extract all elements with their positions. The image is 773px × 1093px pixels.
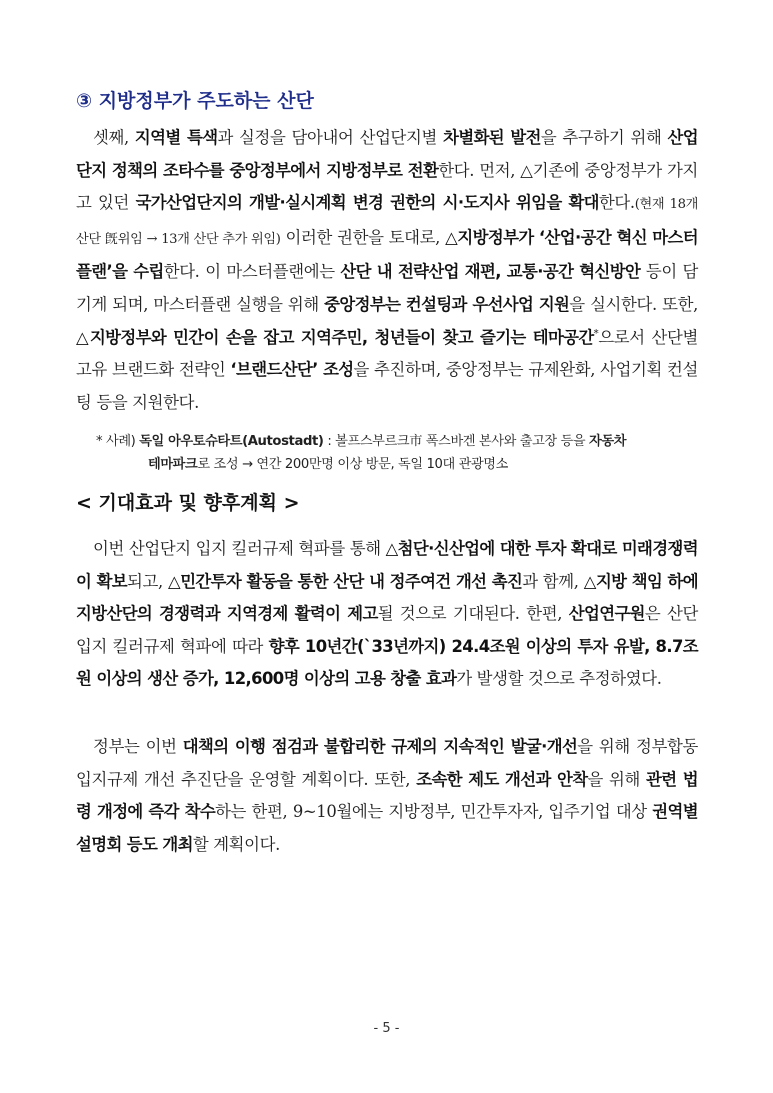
section-title: < 기대효과 및 향후계획 > [76, 492, 300, 514]
bold-text: 산업연구원 [568, 604, 645, 624]
text-run: 셋째, [93, 128, 135, 147]
paragraph-future-plans [76, 731, 698, 861]
bold-text: 중앙정부는 컨설팅과 우선사업 지원 [324, 294, 570, 314]
bold-text: 대책의 이행 점검과 불합리한 규제의 지속적인 발굴·개선 [182, 737, 578, 756]
page-number: - 5 - [373, 1021, 400, 1036]
bold-text: △지방 책임 하에 지방산단의 경쟁력과 지역경제 활력이 제고 [76, 571, 699, 624]
text-run: 은 산단 입지 킬러규제 혁파에 따라 [76, 604, 698, 656]
text-run: 한다. 이 마스터플랜에는 [163, 262, 341, 282]
text-run: 할 계획이다. [192, 834, 280, 854]
subsection-heading: ③ 지방정부가 주도하는 산단 [76, 90, 314, 112]
text-run: 을 추구하기 위해 [540, 128, 668, 147]
text-run: 한다. [598, 193, 635, 213]
bold-text: △지방정부와 민간이 손을 잡고 지역주민, 청년들이 찾고 즐기는 테마공간 [76, 327, 594, 347]
bold-text: △지방정부가 ‘산업·공간 혁신 마스터플랜’을 수립 [76, 227, 698, 282]
bold-text: 향후 10년간(`33년까지) 24.4조원 이상의 투자 유발, 8.7조원 이상의 생산 증가, 12,600명 이상의 고용 창출 효과 [76, 636, 698, 689]
bold-text: 권역별 설명회 등도 개최 [76, 802, 698, 854]
footnote-line-1 [96, 430, 696, 453]
text-run: 가 발생할 것으로 추정하였다. [456, 669, 662, 689]
footnote-line-2 [96, 453, 696, 476]
bold-text: 지역별 특색 [134, 128, 218, 147]
bold-text: △민간투자 활동을 통한 산단 내 정주여건 개선 촉진 [167, 571, 523, 591]
text-run: 로 조성 → 연간 200만명 이상 방문, 독일 10대 관광명소 [197, 457, 508, 472]
text-run: 이러한 권한을 토대로, [280, 227, 446, 247]
text-run: 을 위해 [587, 769, 647, 789]
text-run: 한다. 먼저, △기존에 중앙정부가 가지고 있던 [76, 160, 698, 213]
text-run: 등이 담기게 되며, 마스터플랜 실행을 위해 [76, 262, 699, 314]
bold-text: 관련 법령 개정에 즉각 착수 [76, 769, 699, 822]
bold-text: 국가산업단지의 개발·실시계획 변경 권한의 시·도지사 위임을 확대 [135, 193, 599, 213]
parenthetical-note: (현재 18개 산단 旣위임 → 13개 산단 추가 위임) [76, 197, 698, 247]
bold-text: 조속한 제도 개선과 안착 [416, 769, 588, 789]
footnote-example [96, 430, 696, 476]
text-run: 될 것으로 기대된다. 한편, [377, 604, 569, 624]
bold-text: 독일 아우토슈타트(Autostadt) [139, 434, 324, 449]
footnote-marker: * [593, 328, 599, 340]
text-run: 과 함께, [522, 571, 584, 591]
text-run: * 사례) [96, 434, 140, 449]
bold-text: ‘브랜드산단’ 조성 [230, 360, 354, 380]
text-run: 정부는 이번 [93, 737, 183, 756]
paragraph-expected-effects [76, 533, 698, 696]
text-run: 이번 산업단지 입지 킬러규제 혁파를 통해 [93, 539, 386, 558]
bold-text: 산업단지 정책의 조타수를 중앙정부에서 지방정부로 전환 [76, 128, 698, 180]
text-run: 을 실시한다. 또한, [569, 294, 698, 314]
bold-text: △첨단·신산업에 대한 투자 확대로 미래경쟁력이 확보 [76, 539, 698, 591]
bold-text: 산단 내 전략산업 재편, 교통·공간 혁신방안 [340, 262, 641, 282]
bold-text: 차별화된 발전 [443, 128, 541, 147]
text-run: 을 추진하며, 중앙정부는 규제완화, 사업기획 컨설팅 등을 지원한다. [76, 360, 698, 412]
bold-text: 자동차 [589, 434, 627, 449]
text-run: 으로서 산단별 고유 브랜드화 전략인 [76, 327, 699, 380]
text-run: 과 실정을 담아내어 산업단지별 [217, 128, 444, 147]
text-run: 되고, [127, 571, 168, 591]
bold-text: 테마파크 [148, 457, 198, 472]
paragraph-local-government-led [76, 122, 698, 419]
text-run: : 볼프스부르크市 폭스바겐 본사와 출고장 등을 [323, 434, 590, 449]
text-run: 을 위해 정부합동 입지규제 개선 추진단을 운영할 계획이다. 또한, [76, 737, 698, 789]
text-run: 하는 한편, 9~10월에는 지방정부, 민간투자자, 입주기업 대상 [215, 802, 653, 822]
